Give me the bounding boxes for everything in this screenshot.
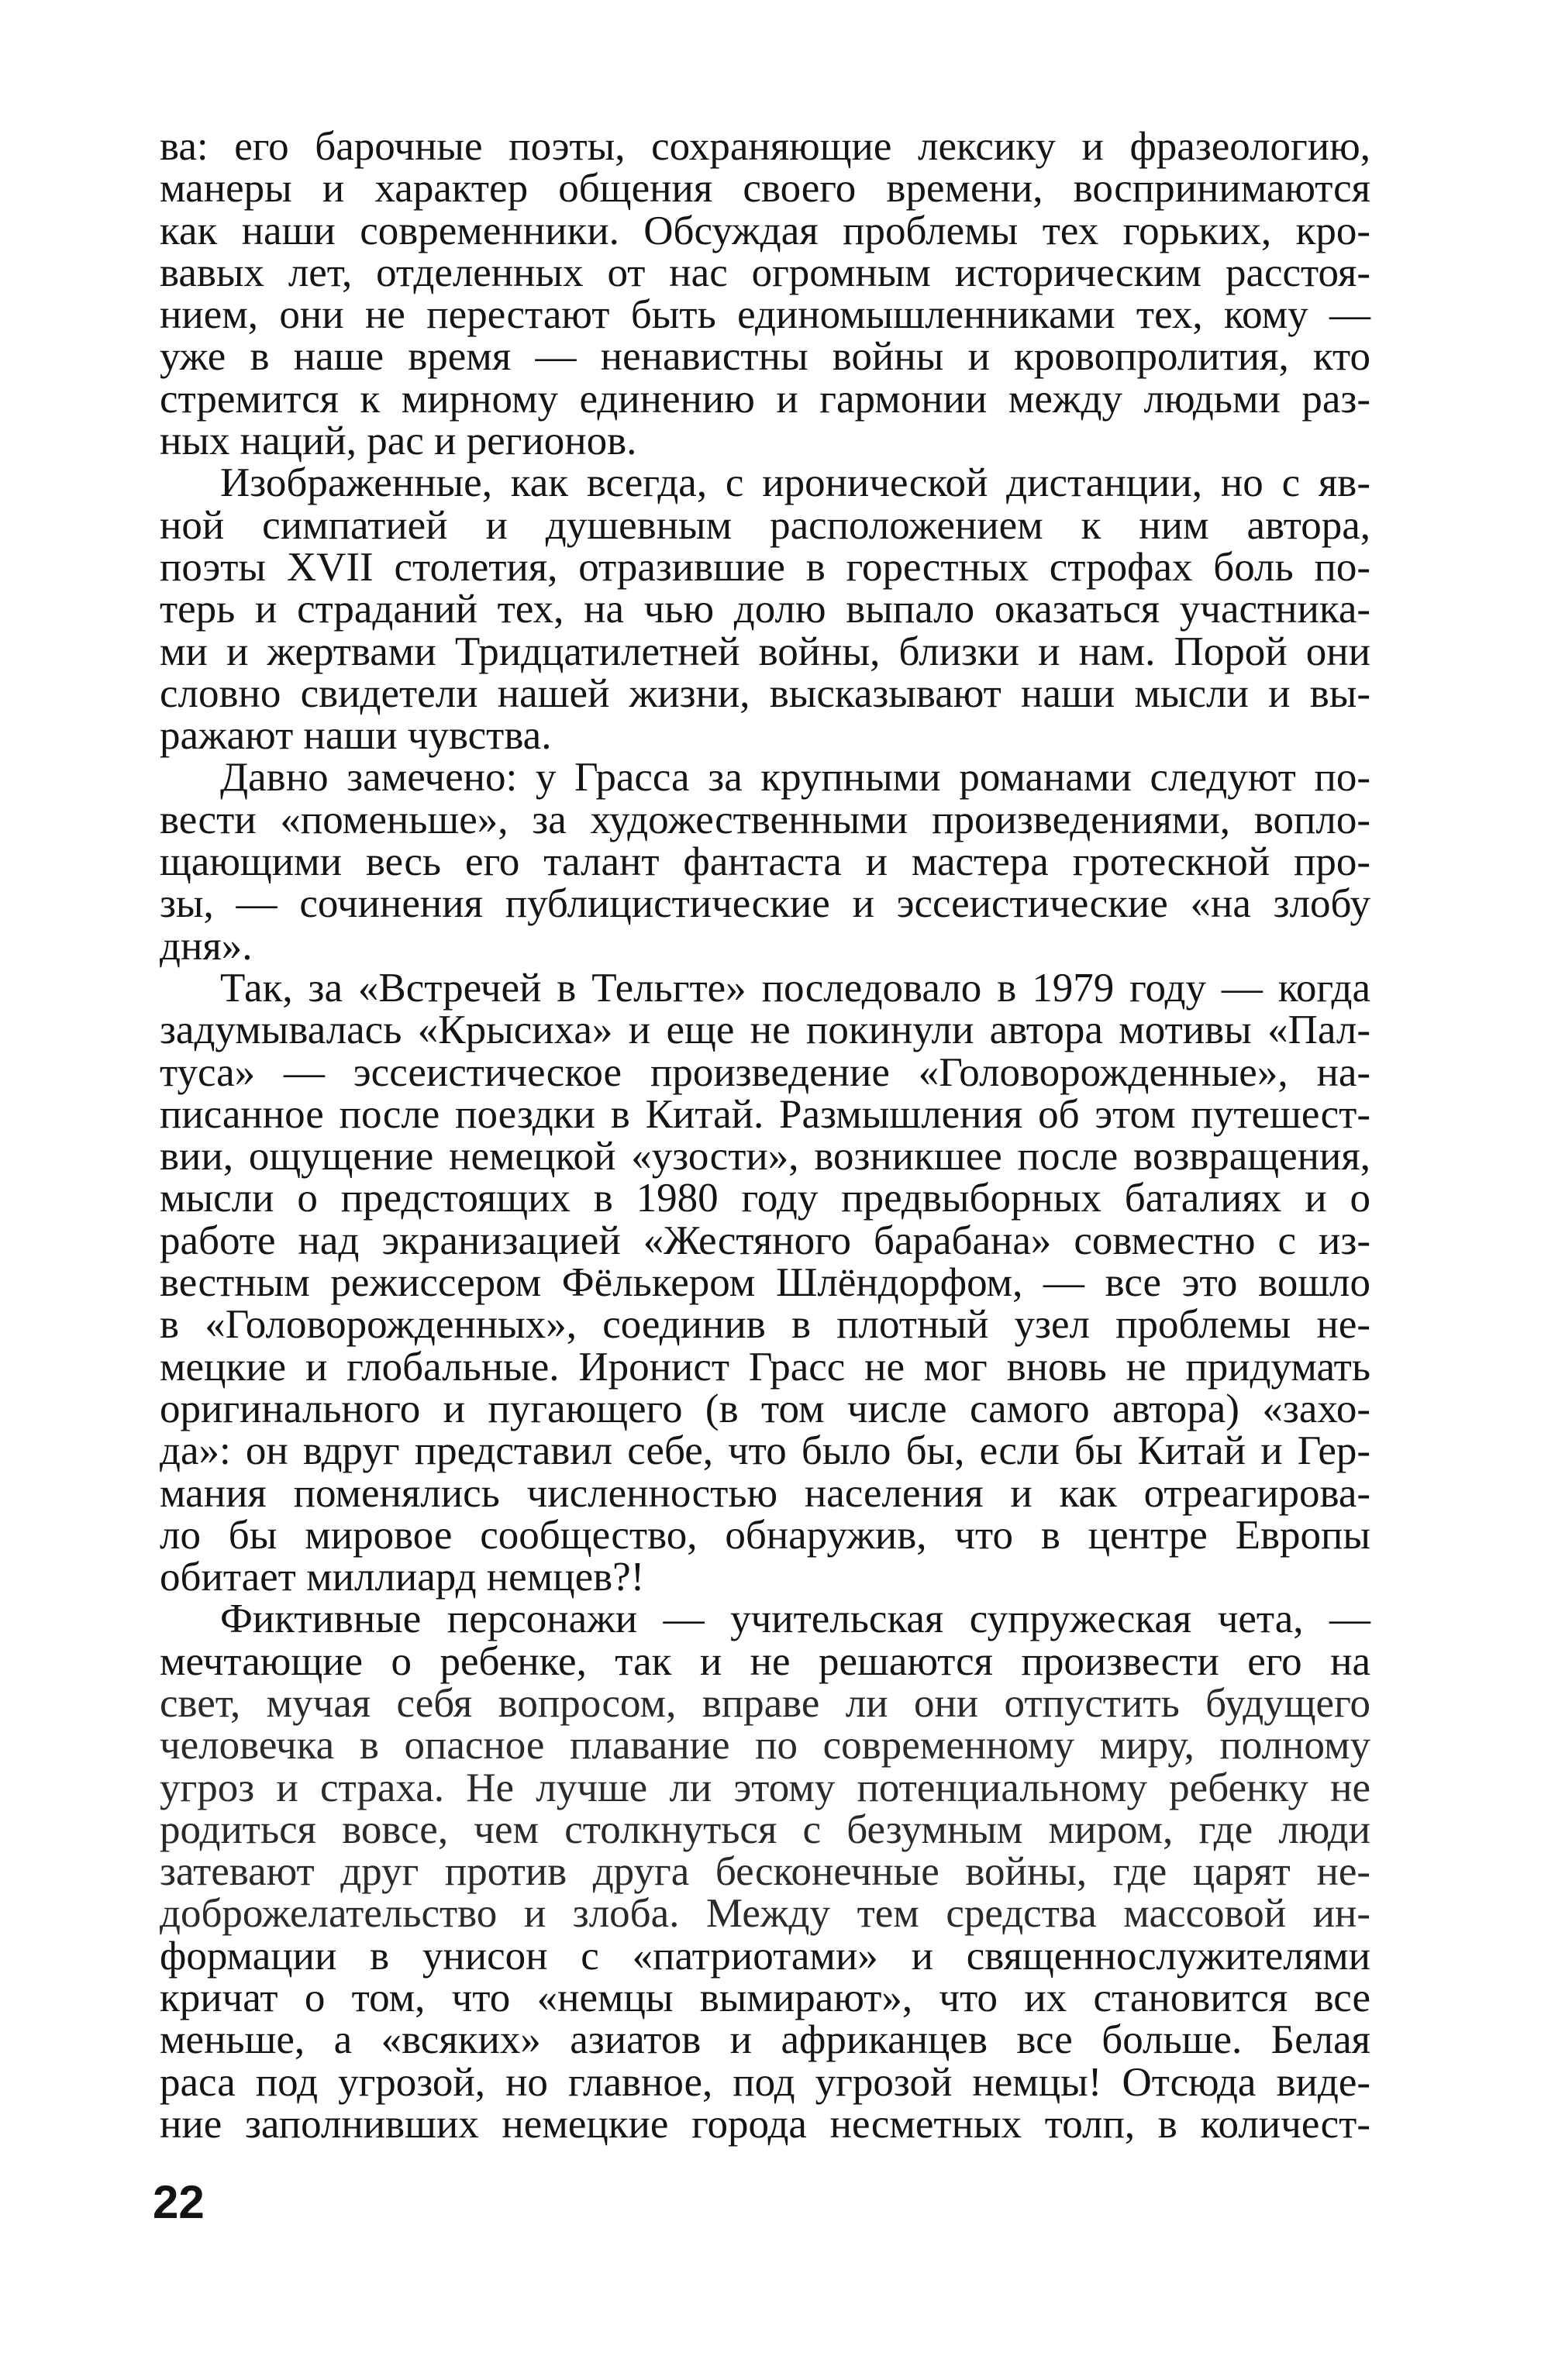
text-line: Изображенные, как всегда, с иронической дистанции, но с яв- bbox=[220, 460, 1370, 506]
text-line: вестным режиссером Фёлькером Шлёндорфом, — все это вошло bbox=[160, 1260, 1370, 1306]
text-line: щающими весь его талант фантаста и мастера гротескной про- bbox=[160, 839, 1370, 885]
text-line: стремится к мирному единению и гармонии между людьми раз- bbox=[160, 376, 1370, 422]
text-line: затевают друг против друга бесконечные войны, где царят не- bbox=[160, 1849, 1370, 1895]
text-line: словно свидетели нашей жизни, высказывают наши мысли и вы- bbox=[160, 670, 1370, 716]
text-line: терь и страданий тех, на чью долю выпало оказаться участника- bbox=[160, 587, 1370, 632]
page-number: 22 bbox=[153, 2176, 205, 2228]
text-line: вести «поменьше», за художественными произведениями, вопло- bbox=[160, 797, 1370, 842]
text-line: ной симпатией и душевным расположением к ним автора, bbox=[160, 502, 1370, 548]
text-line: нием, они не перестают быть единомышленниками тех, кому — bbox=[160, 292, 1370, 338]
text-line: ражают наши чувства. bbox=[160, 713, 552, 759]
text-line: обитает миллиард немцев?! bbox=[160, 1555, 645, 1600]
text-line: ло бы мировое сообщество, обнаружив, что в центре Европы bbox=[160, 1512, 1370, 1558]
body-text bbox=[160, 126, 1370, 2145]
text-line: ных наций, рас и регионов. bbox=[160, 418, 637, 464]
text-line: мечтающие о ребенке, так и не решаются произвести его на bbox=[160, 1638, 1370, 1684]
text-line: формации в унисон с «патриотами» и священнослужителями bbox=[160, 1933, 1370, 1979]
text-line: уже в наше время — ненавистны войны и кровопролития, кто bbox=[160, 334, 1370, 380]
text-line: оригинального и пугающего (в том числе самого автора) «захо- bbox=[160, 1386, 1370, 1431]
text-line: да»: он вдруг представил себе, что было бы, если бы Китай и Гер- bbox=[160, 1428, 1370, 1474]
text-line: вавых лет, отделенных от нас огромным историческим расстоя- bbox=[160, 250, 1370, 295]
text-line: задумывалась «Крысиха» и еще не покинули автора мотивы «Пал- bbox=[160, 1007, 1370, 1053]
text-line: свет, мучая себя вопросом, вправе ли они отпустить будущего bbox=[160, 1680, 1370, 1726]
text-line: раса под угрозой, но главное, под угрозой немцы! Отсюда виде- bbox=[160, 2059, 1370, 2105]
text-line: родиться вовсе, чем столкнуться с безумным миром, где люди bbox=[160, 1807, 1370, 1852]
text-line: туса» — эссеистическое произведение «Головорожденные», на- bbox=[160, 1049, 1370, 1095]
text-line: кричат о том, что «немцы вымирают», что их становится все bbox=[160, 1975, 1370, 2021]
text-line: мания поменялись численностью населения и как отреагирова- bbox=[160, 1470, 1370, 1516]
text-line: как наши современники. Обсуждая проблемы тех горьких, кро- bbox=[160, 208, 1370, 253]
text-line: писанное после поездки в Китай. Размышления об этом путешест- bbox=[160, 1091, 1370, 1137]
text-line: доброжелательство и злоба. Между тем средства массовой ин- bbox=[160, 1891, 1370, 1937]
text-line: в «Головорожденных», соединив в плотный узел проблемы не- bbox=[160, 1302, 1370, 1348]
text-line: манеры и характер общения своего времени, воспринимаются bbox=[160, 166, 1370, 212]
text-line: угроз и страха. Не лучше ли этому потенциальному ребенку не bbox=[160, 1765, 1370, 1810]
text-line: зы, — сочинения публицистические и эссеистические «на злобу bbox=[160, 881, 1370, 927]
text-line: мысли о предстоящих в 1980 году предвыборных баталиях и о bbox=[160, 1176, 1370, 1221]
text-line: ние заполнивших немецкие города несметных толп, в количест- bbox=[160, 2101, 1370, 2147]
text-line: Фиктивные персонажи — учительская супружеская чета, — bbox=[220, 1596, 1370, 1642]
text-line: ми и жертвами Тридцатилетней войны, близки и нам. Порой они bbox=[160, 629, 1370, 674]
text-line: вии, ощущение немецкой «узости», возникшее после возвращения, bbox=[160, 1134, 1370, 1180]
text-line: работе над экранизацией «Жестяного барабана» совместно с из- bbox=[160, 1218, 1370, 1263]
text-line: ва: его барочные поэты, сохраняющие лексику и фразеологию, bbox=[160, 124, 1370, 169]
text-line: Давно замечено: у Грасса за крупными романами следуют по- bbox=[220, 755, 1370, 801]
text-line: поэты XVII столетия, отразившие в горестных строфах боль по- bbox=[160, 544, 1370, 590]
text-line: мецкие и глобальные. Иронист Грасс не мог вновь не придумать bbox=[160, 1344, 1370, 1390]
text-line: меньше, а «всяких» азиатов и африканцев все больше. Белая bbox=[160, 2017, 1370, 2063]
text-line: Так, за «Встречей в Тельгте» последовало в 1979 году — когда bbox=[220, 965, 1370, 1011]
text-line: человечка в опасное плавание по современному миру, полному bbox=[160, 1723, 1370, 1769]
text-line: дня». bbox=[160, 923, 253, 969]
